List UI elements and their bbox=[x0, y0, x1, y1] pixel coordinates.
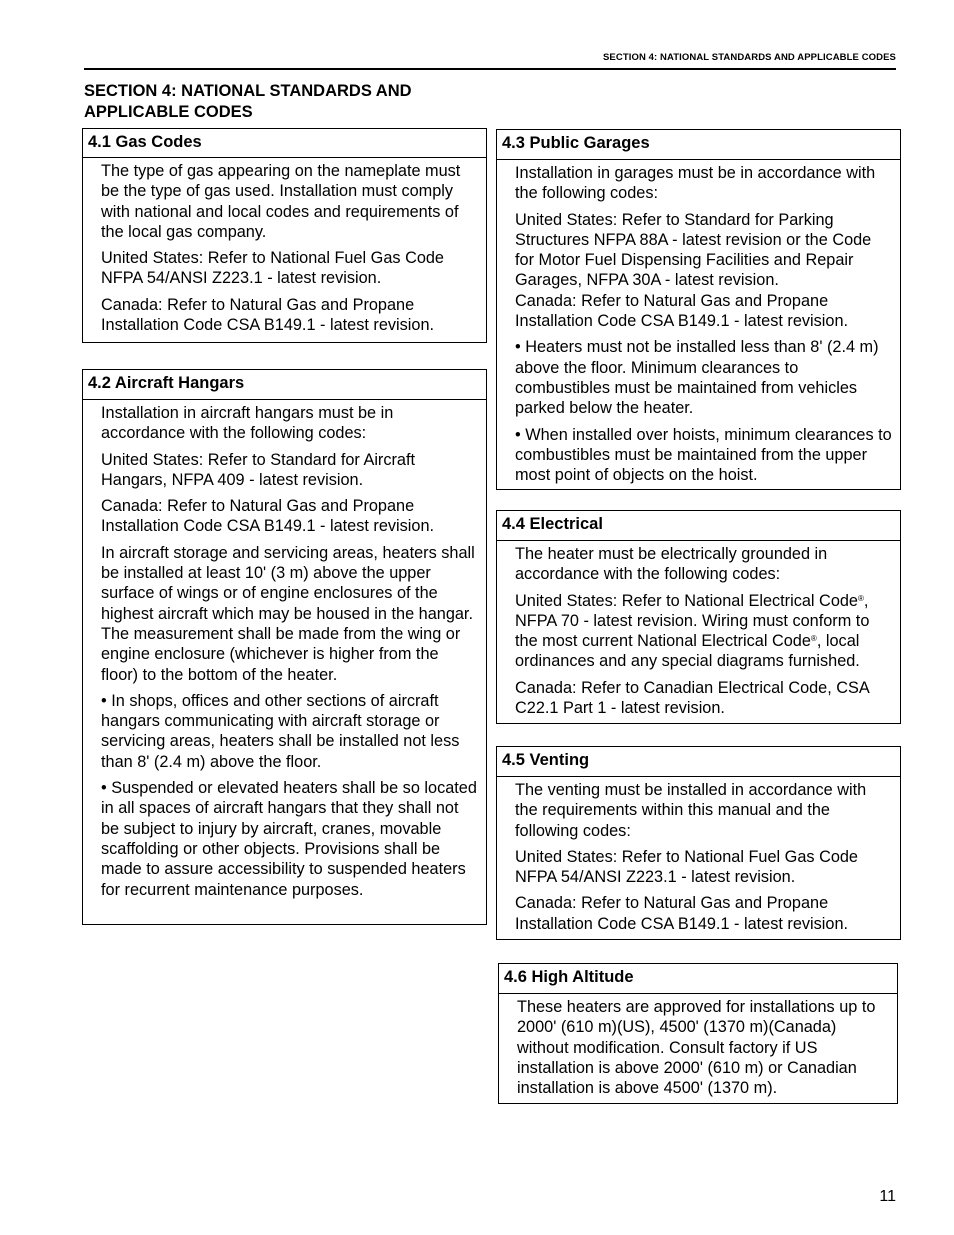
registered-mark: ® bbox=[857, 593, 864, 603]
gas-codes-us-paragraph: United States: Refer to National Fuel Gas Code NFPA 54/ANSI Z223.1 - latest revision. bbox=[101, 249, 444, 288]
section-title-line-1: SECTION 4: NATIONAL STANDARDS AND bbox=[84, 82, 412, 100]
aircraft-hangars-paragraph: Installation in aircraft hangars must be in accordance with the following codes: bbox=[101, 404, 394, 443]
gas-codes-paragraph: The type of gas appearing on the nameplate must be the type of gas used. Installation must comply with national and local codes and requirements of the local gas company. bbox=[101, 162, 461, 241]
high-altitude-heading: 4.6 High Altitude bbox=[499, 964, 897, 994]
header-rule bbox=[84, 68, 896, 70]
aircraft-hangars-box bbox=[82, 369, 487, 925]
venting-box bbox=[496, 746, 901, 940]
aircraft-hangars-storage-paragraph: In aircraft storage and servicing areas, heaters shall be installed at least 10' (3 m) above the upper surface of wings or of engine enclosures of the highest aircraft which may be housed in the hangar. The measurement shall be made from the wing or engine enclosure (whichever is higher from the floor) to the bottom of the heater. bbox=[101, 543, 475, 684]
electrical-heading: 4.4 Electrical bbox=[497, 511, 900, 541]
aircraft-hangars-body bbox=[83, 400, 486, 906]
electrical-canada-paragraph: Canada: Refer to Canadian Electrical Code, CSA C22.1 Part 1 - latest revision. bbox=[515, 678, 869, 718]
public-garages-body bbox=[497, 160, 900, 491]
high-altitude-paragraph: These heaters are approved for installations up to 2000' (610 m)(US), 4500' (1370 m)(Canada) without modification. Consult factory if US installation is above 2000' (610 m) or Canadian installation is above 4500' (1370 m). bbox=[517, 998, 876, 1098]
high-altitude-body bbox=[499, 994, 897, 1104]
public-garages-heading: 4.3 Public Garages bbox=[497, 130, 900, 160]
page-number: 11 bbox=[879, 1188, 896, 1205]
electrical-us-paragraph bbox=[515, 591, 892, 672]
electrical-us-text-1: United States: Refer to National Electrical Code bbox=[515, 591, 858, 610]
public-garages-canada-paragraph: Canada: Refer to Natural Gas and Propane Installation Code CSA B149.1 - latest revision. bbox=[515, 291, 849, 331]
venting-body bbox=[497, 777, 900, 940]
public-garages-box bbox=[496, 129, 901, 490]
public-garages-us-paragraph: United States: Refer to Standard for Parking Structures NFPA 88A - latest revision or the Code for Motor Fuel Dispensing Facilities and Repair Garages, NFPA 30A - latest revision. bbox=[515, 210, 872, 290]
gas-codes-heading: 4.1 Gas Codes bbox=[83, 129, 486, 158]
aircraft-hangars-bullet-shops: • In shops, offices and other sections of aircraft hangars communicating with aircraft storage or servicing areas, heaters shall be installed not less than 8' (2.4 m) above the floor. bbox=[101, 691, 460, 771]
gas-codes-box bbox=[82, 128, 487, 343]
aircraft-hangars-heading: 4.2 Aircraft Hangars bbox=[83, 370, 486, 400]
high-altitude-box bbox=[498, 963, 898, 1104]
registered-mark: ® bbox=[810, 634, 817, 644]
electrical-paragraph: The heater must be electrically grounded in accordance with the following codes: bbox=[515, 545, 828, 584]
aircraft-hangars-bullet-suspended: • Suspended or elevated heaters shall be so located in all spaces of aircraft hangars that they shall not be subject to injury by aircraft, cranes, movable scaffolding or other objects. Provisions shall be made to assure accessibility to suspended heaters for recurrent maintenance purposes. bbox=[101, 779, 477, 899]
section-title bbox=[84, 81, 484, 123]
venting-paragraph: The venting must be installed in accordance with the requirements within this manual and the following codes: bbox=[515, 781, 867, 840]
section-title-line-2: APPLICABLE CODES bbox=[84, 103, 253, 121]
venting-heading: 4.5 Venting bbox=[497, 747, 900, 777]
electrical-box bbox=[496, 510, 901, 724]
electrical-us-text-2: , NFPA 70 - latest revision. Wiring must conform to the most current National Electrical Code bbox=[515, 591, 870, 651]
venting-us-paragraph: United States: Refer to National Fuel Gas Code NFPA 54/ANSI Z223.1 - latest revision. bbox=[515, 847, 858, 887]
venting-canada-paragraph: Canada: Refer to Natural Gas and Propane Installation Code CSA B149.1 - latest revision. bbox=[515, 894, 849, 933]
gas-codes-body bbox=[83, 158, 486, 341]
aircraft-hangars-us-paragraph: United States: Refer to Standard for Aircraft Hangars, NFPA 409 - latest revision. bbox=[101, 450, 416, 489]
electrical-body bbox=[497, 541, 900, 724]
electrical-us-text-3: , local ordinances and any special diagrams furnished. bbox=[515, 632, 860, 671]
public-garages-bullet-hoists: • When installed over hoists, minimum clearances to combustibles must be maintained from the upper most point of objects on the hoist. bbox=[515, 425, 892, 485]
aircraft-hangars-canada-paragraph: Canada: Refer to Natural Gas and Propane Installation Code CSA B149.1 - latest revision. bbox=[101, 497, 435, 536]
public-garages-paragraph: Installation in garages must be in accordance with the following codes: bbox=[515, 164, 876, 203]
running-header: SECTION 4: NATIONAL STANDARDS AND APPLICABLE CODES bbox=[602, 52, 896, 63]
gas-codes-canada-paragraph: Canada: Refer to Natural Gas and Propane Installation Code CSA B149.1 - latest revision. bbox=[101, 295, 435, 335]
public-garages-bullet-floor: • Heaters must not be installed less than 8' (2.4 m) above the floor. Minimum clearances to combustibles must be maintained from vehicles parked below the heater. bbox=[515, 338, 879, 418]
